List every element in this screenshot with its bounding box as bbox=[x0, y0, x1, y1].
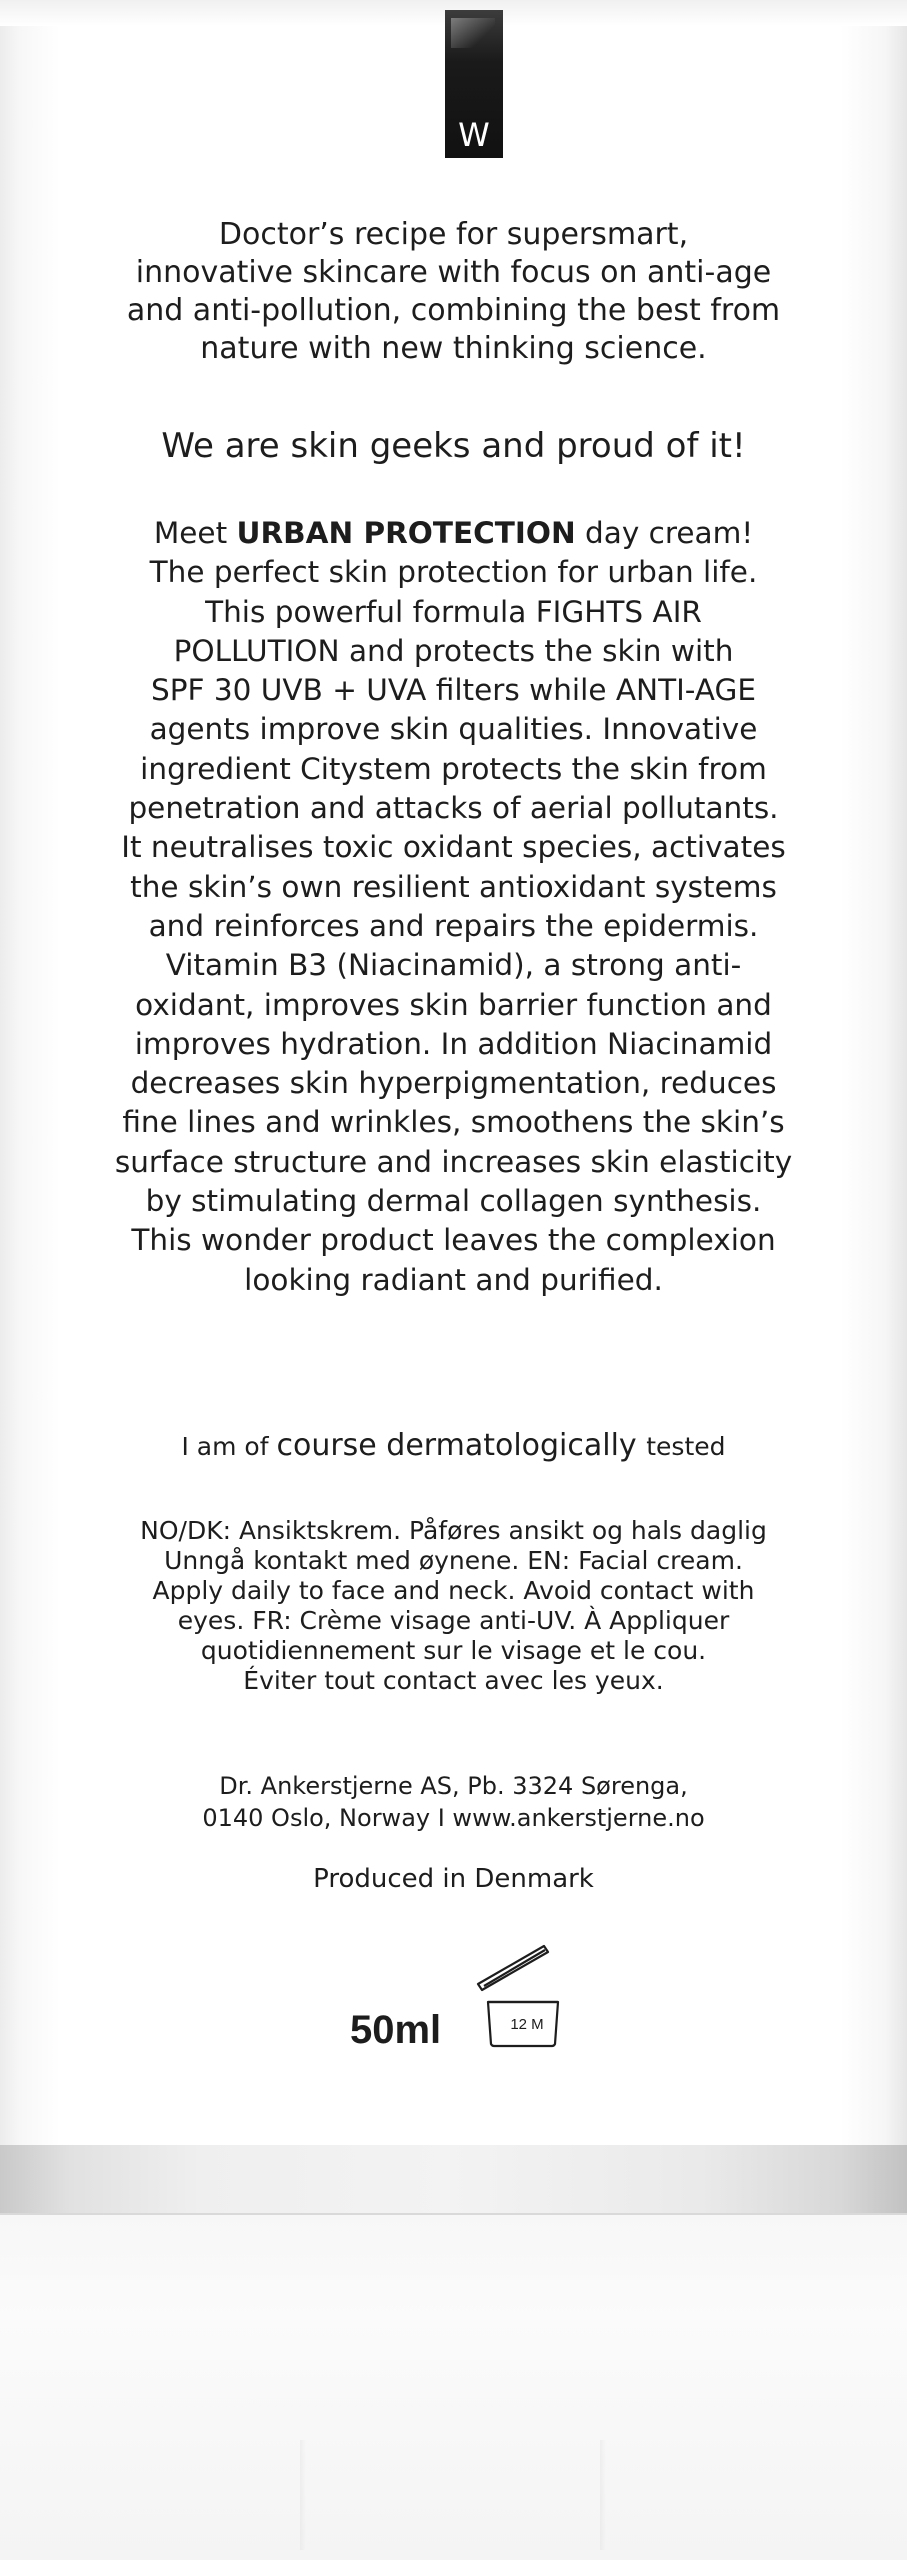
crimp-ridge bbox=[300, 2440, 306, 2550]
instruction-line: eyes. FR: Crème visage anti-UV. À Appliquer bbox=[177, 1606, 730, 1635]
meet-suffix: day cream! bbox=[575, 516, 754, 550]
pao-label: 12 M bbox=[510, 2016, 544, 2033]
crimp-ridge bbox=[600, 2440, 606, 2550]
country-of-origin: Produced in Denmark bbox=[313, 1864, 594, 1894]
description-line: SPF 30 UVB + UVA filters while ANTI-AGE bbox=[151, 673, 756, 708]
address-line: Dr. Ankerstjerne AS, Pb. 3324 Sørenga, bbox=[219, 1772, 688, 1800]
tube-band bbox=[0, 2145, 907, 2213]
usage-instructions bbox=[60, 1516, 847, 1696]
intro-line: innovative skincare with focus on anti-age bbox=[135, 255, 772, 290]
instruction-line: NO/DK: Ansiktskrem. Påføres ansikt og hals daglig bbox=[140, 1516, 767, 1545]
description-line: surface structure and increases skin elasticity bbox=[114, 1144, 793, 1179]
description-line: fine lines and wrinkles, smoothens the skin’s bbox=[122, 1105, 785, 1140]
description-line: by stimulating dermal collagen synthesis. bbox=[145, 1184, 762, 1219]
volume-label: 50ml bbox=[350, 2008, 442, 2052]
tube-crimp-end bbox=[0, 2215, 907, 2560]
meet-prefix: Meet bbox=[153, 516, 237, 550]
instruction-line: quotidiennement sur le visage et le cou. bbox=[200, 1636, 707, 1665]
description-line: It neutralises toxic oxidant species, activates bbox=[121, 830, 786, 865]
derm-part-2: course dermatologically bbox=[276, 1428, 647, 1463]
description-line: agents improve skin qualities. Innovative bbox=[149, 712, 758, 747]
intro-line: Doctor’s recipe for supersmart, bbox=[218, 217, 689, 252]
brand-tag-letter: W bbox=[458, 116, 490, 154]
manufacturer-address bbox=[60, 1770, 847, 1834]
description-line: the skin’s own resilient antioxidant systems bbox=[130, 869, 777, 904]
description-line: ingredient Citystem protects the skin from bbox=[140, 751, 767, 786]
instruction-line: Éviter tout contact avec les yeux. bbox=[243, 1666, 664, 1695]
description-line: This powerful formula FIGHTS AIR bbox=[205, 594, 702, 629]
derm-part-1: I am of bbox=[181, 1432, 277, 1461]
instruction-line: Apply daily to face and neck. Avoid contact with bbox=[152, 1576, 755, 1605]
dermatology-claim bbox=[60, 1426, 847, 1467]
intro-line: nature with new thinking science. bbox=[200, 331, 707, 366]
derm-part-3: tested bbox=[646, 1432, 726, 1461]
description-line: This wonder product leaves the complexion bbox=[131, 1223, 776, 1258]
description-line: decreases skin hyperpigmentation, reduces bbox=[130, 1066, 777, 1101]
product-description bbox=[60, 514, 847, 1300]
description-line: and reinforces and repairs the epidermis. bbox=[148, 908, 759, 943]
intro-line: and anti-pollution, combining the best from bbox=[126, 293, 781, 328]
description-line: POLLUTION and protects the skin with bbox=[173, 633, 734, 668]
meet-line bbox=[60, 514, 847, 553]
product-name: URBAN PROTECTION bbox=[236, 516, 576, 550]
tagline: We are skin geeks and proud of it! bbox=[161, 426, 746, 466]
description-line: The perfect skin protection for urban life. bbox=[149, 555, 758, 590]
description-line: oxidant, improves skin barrier function and bbox=[135, 987, 772, 1022]
tag-shine bbox=[451, 18, 495, 48]
description-line: penetration and attacks of aerial pollutants. bbox=[128, 791, 779, 826]
description-line: Vitamin B3 (Niacinamid), a strong anti- bbox=[165, 948, 742, 983]
instruction-line: Unngå kontakt med øynene. EN: Facial cream. bbox=[164, 1546, 743, 1575]
description-line: improves hydration. In addition Niacinamid bbox=[134, 1026, 773, 1061]
intro-text bbox=[60, 216, 847, 368]
brand-tag bbox=[445, 10, 503, 158]
description-line: looking radiant and purified. bbox=[244, 1262, 663, 1297]
address-line: 0140 Oslo, Norway I www.ankerstjerne.no bbox=[202, 1804, 705, 1832]
